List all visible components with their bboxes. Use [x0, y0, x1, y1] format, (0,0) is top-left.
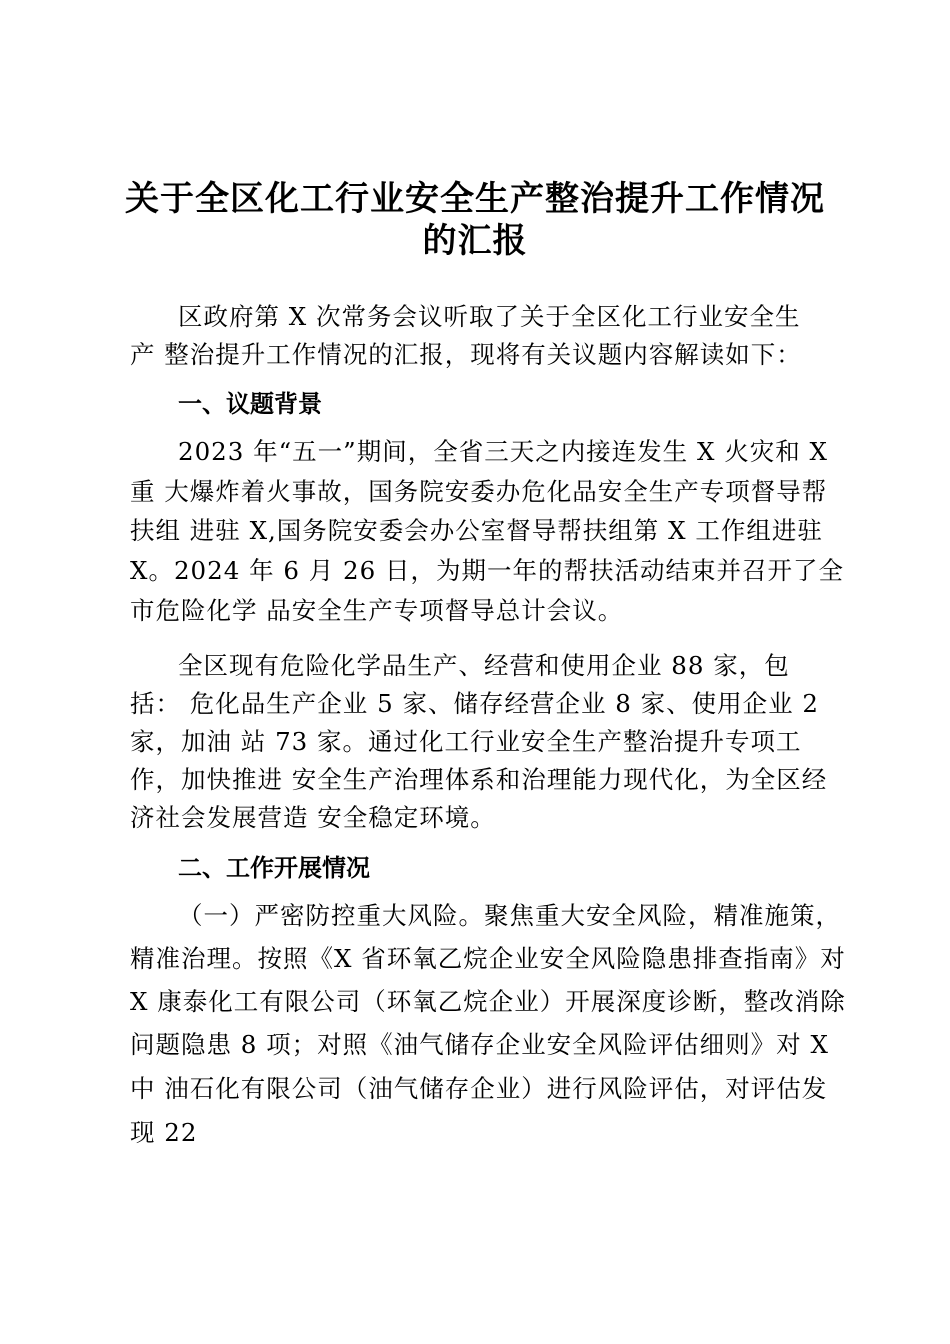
section-heading-work-progress: 二、工作开展情况 — [178, 854, 370, 882]
paragraph-line: X 康泰化工有限公司（环氧乙烷企业）开展深度诊断，整改消除 — [130, 987, 846, 1016]
paragraph-line: 2023 年“五一”期间，全省三天之内接连发生 X 火灾和 X — [178, 437, 828, 466]
paragraph-line: 市危险化学 品安全生产专项督导总计会议。 — [130, 596, 624, 625]
paragraph-line: （一）严密防控重大风险。聚焦重大安全风险，精准施策， — [178, 901, 841, 930]
paragraph-line: 扶组 进驻 X,国务院安委会办公室督导帮扶组第 X 工作组进驻 — [130, 516, 823, 545]
intro-line: 产 整治提升工作情况的汇报，现将有关议题内容解读如下： — [130, 340, 802, 369]
paragraph-line: 精准治理。按照《X 省环氧乙烷企业安全风险隐患排查指南》对 — [130, 944, 846, 973]
document-title-line-2: 的汇报 — [422, 221, 528, 261]
paragraph-line: 全区现有危险化学品生产、经营和使用企业 88 家，包 — [178, 651, 790, 680]
paragraph-line: 现 22 — [130, 1118, 198, 1147]
paragraph-line: 问题隐患 8 项；对照《油气储存企业安全风险评估细则》对 X — [130, 1030, 829, 1059]
paragraph-line: X。2024 年 6 月 26 日，为期一年的帮扶活动结束并召开了全 — [130, 556, 844, 585]
paragraph-line: 重 大爆炸着火事故，国务院安委办危化品安全生产专项督导帮 — [130, 477, 828, 506]
paragraph-line: 作，加快推进 安全生产治理体系和治理能力现代化，为全区经 — [130, 765, 828, 794]
paragraph-line: 中 油石化有限公司（油气储存企业）进行风险评估，对评估发 — [130, 1074, 828, 1103]
document-title-line-1: 关于全区化工行业安全生产整治提升工作情况 — [125, 179, 825, 219]
paragraph-line: 括： 危化品生产企业 5 家、储存经营企业 8 家、使用企业 2 — [130, 689, 819, 718]
paragraph-line: 家，加油 站 73 家。通过化工行业安全生产整治提升专项工 — [130, 727, 802, 756]
paragraph-line: 济社会发展营造 安全稳定环境。 — [130, 803, 496, 832]
intro-line: 区政府第 X 次常务会议听取了关于全区化工行业安全生 — [178, 302, 801, 331]
section-heading-background: 一、议题背景 — [178, 390, 322, 418]
